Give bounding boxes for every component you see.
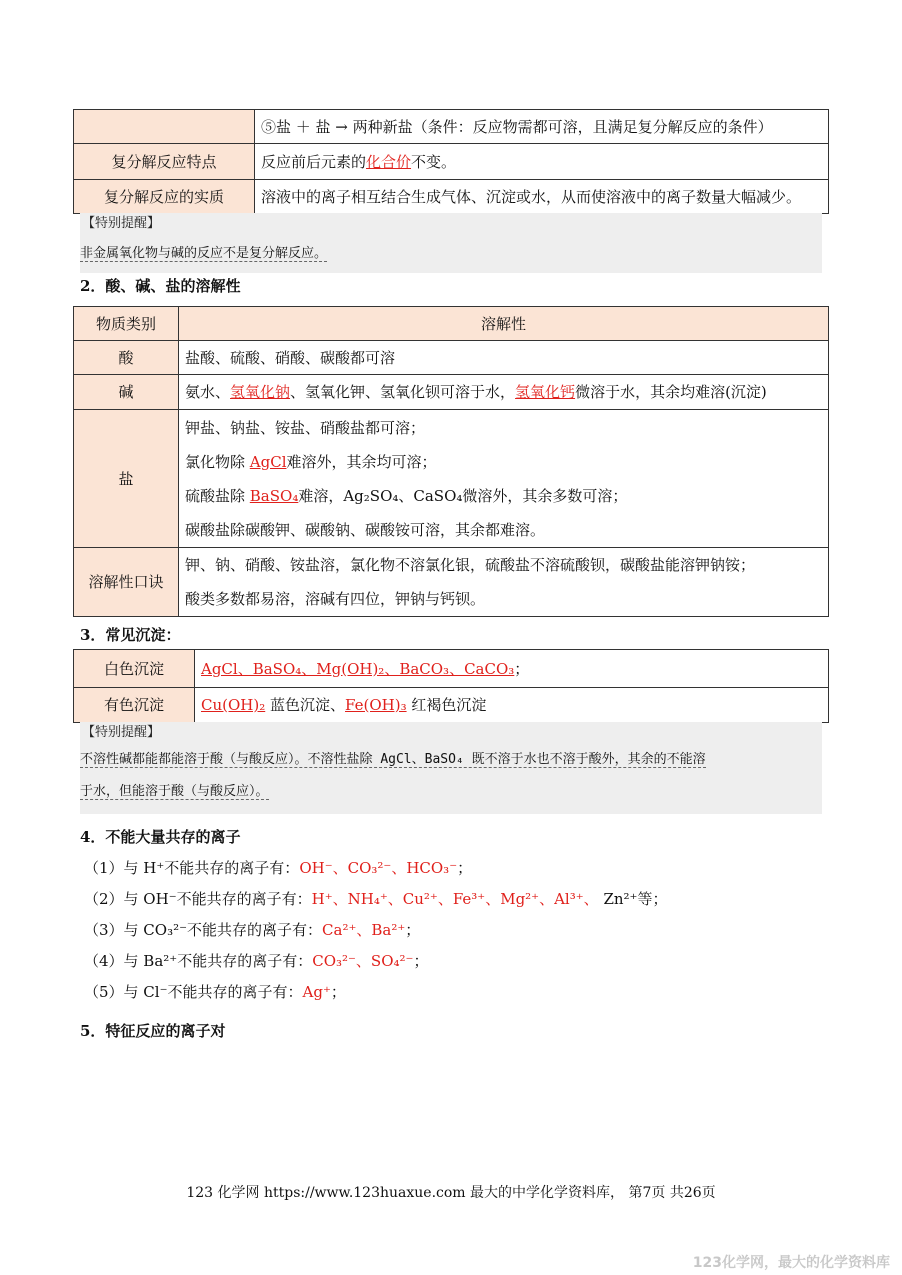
mnemonic-text: 钾、钠、硝酸、铵盐溶，氯化物不溶氯化银，硫酸盐不溶硫酸钡，碳酸盐能溶钾钠铵； 酸类多数都易溶，溶碱有四位，钾钠与钙钡。 xyxy=(179,548,829,617)
white-precipitate-label: 白色沉淀 xyxy=(74,650,195,688)
colored-precipitate-text: Cu(OH)₂ 蓝色沉淀、Fe(OH)₃ 红褐色沉淀 xyxy=(195,688,829,723)
ion-line-3: （3）与 CO₃²⁻不能共存的离子有：Ca²⁺、Ba²⁺； xyxy=(84,921,421,939)
mnemonic-label: 溶解性口诀 xyxy=(74,548,179,617)
tip-title-2: 【特别提醒】 xyxy=(82,725,161,740)
salt-label: 盐 xyxy=(74,410,179,548)
tip-title: 【特别提醒】 xyxy=(82,216,161,231)
tip-box-2 xyxy=(80,722,822,814)
table1-label-2: 复分解反应特点 xyxy=(74,144,255,180)
solubility-table xyxy=(73,306,829,617)
table1-content-1: ⑤盐 ＋ 盐 → 两种新盐（条件：反应物需都可溶，且满足复分解反应的条件） xyxy=(255,110,829,144)
ion-line-4: （4）与 Ba²⁺不能共存的离子有：CO₃²⁻、SO₄²⁻； xyxy=(84,952,429,970)
base-text: 氨水、氢氧化钠、氢氧化钾、氢氧化钡可溶于水，氢氧化钙微溶于水，其余均难溶(沉淀) xyxy=(179,375,829,410)
section-2-heading: 2．酸、碱、盐的溶解性 xyxy=(80,277,241,295)
reaction-table xyxy=(73,109,829,214)
salt-text: 钾盐、钠盐、铵盐、硝酸盐都可溶； 氯化物除 AgCl难溶外，其余均可溶； 硫酸盐除 BaSO₄难溶，Ag₂SO₄、CaSO₄微溶外，其余多数可溶； 碳酸盐除碳酸钾、碳酸钠、碳酸铵可溶，其余都难溶。 xyxy=(179,410,829,548)
page-footer: 123 化学网 https://www.123huaxue.com 最大的中学化学资料库， 第7页 共26页 xyxy=(186,1185,716,1201)
colored-precipitate-label: 有色沉淀 xyxy=(74,688,195,723)
table1-content-2: 反应前后元素的化合价不变。 xyxy=(255,144,829,180)
table1-label-1 xyxy=(74,110,255,144)
base-label: 碱 xyxy=(74,375,179,410)
col-header-solubility: 溶解性 xyxy=(179,307,829,341)
tip-body-2-line-2: 于水，但能溶于酸（与酸反应）。 xyxy=(80,784,269,799)
table1-content-3: 溶液中的离子相互结合生成气体、沉淀或水，从而使溶液中的离子数量大幅减少。 xyxy=(255,180,829,214)
section-3-heading: 3．常见沉淀： xyxy=(80,626,181,644)
acid-text: 盐酸、硫酸、硝酸、碳酸都可溶 xyxy=(179,341,829,375)
ion-line-2: （2）与 OH⁻不能共存的离子有：H⁺、NH₄⁺、Cu²⁺、Fe³⁺、Mg²⁺、Al³⁺、 Zn²⁺等； xyxy=(84,890,668,908)
watermark: 123化学网，最大的化学资料库 xyxy=(692,1255,890,1271)
precipitate-table xyxy=(73,649,829,723)
col-header-category: 物质类别 xyxy=(74,307,179,341)
white-precipitate-text: AgCl、BaSO₄、Mg(OH)₂、BaCO₃、CaCO₃； xyxy=(195,650,829,688)
ion-line-1: （1）与 H⁺不能共存的离子有：OH⁻、CO₃²⁻、HCO₃⁻； xyxy=(84,859,473,877)
section-5-heading: 5．特征反应的离子对 xyxy=(80,1022,226,1040)
ion-line-5: （5）与 Cl⁻不能共存的离子有：Ag⁺； xyxy=(84,983,346,1001)
tip-box-1 xyxy=(80,213,822,273)
table1-label-3: 复分解反应的实质 xyxy=(74,180,255,214)
tip-body-2-line-1: 不溶性碱都能都能溶于酸（与酸反应）。不溶性盐除 AgCl、BaSO₄ 既不溶于水也不溶于酸外，其余的不能溶 xyxy=(80,752,706,767)
tip-body: 非金属氧化物与碱的反应不是复分解反应。 xyxy=(80,246,328,261)
section-4-heading: 4．不能大量共存的离子 xyxy=(80,828,241,846)
acid-label: 酸 xyxy=(74,341,179,375)
